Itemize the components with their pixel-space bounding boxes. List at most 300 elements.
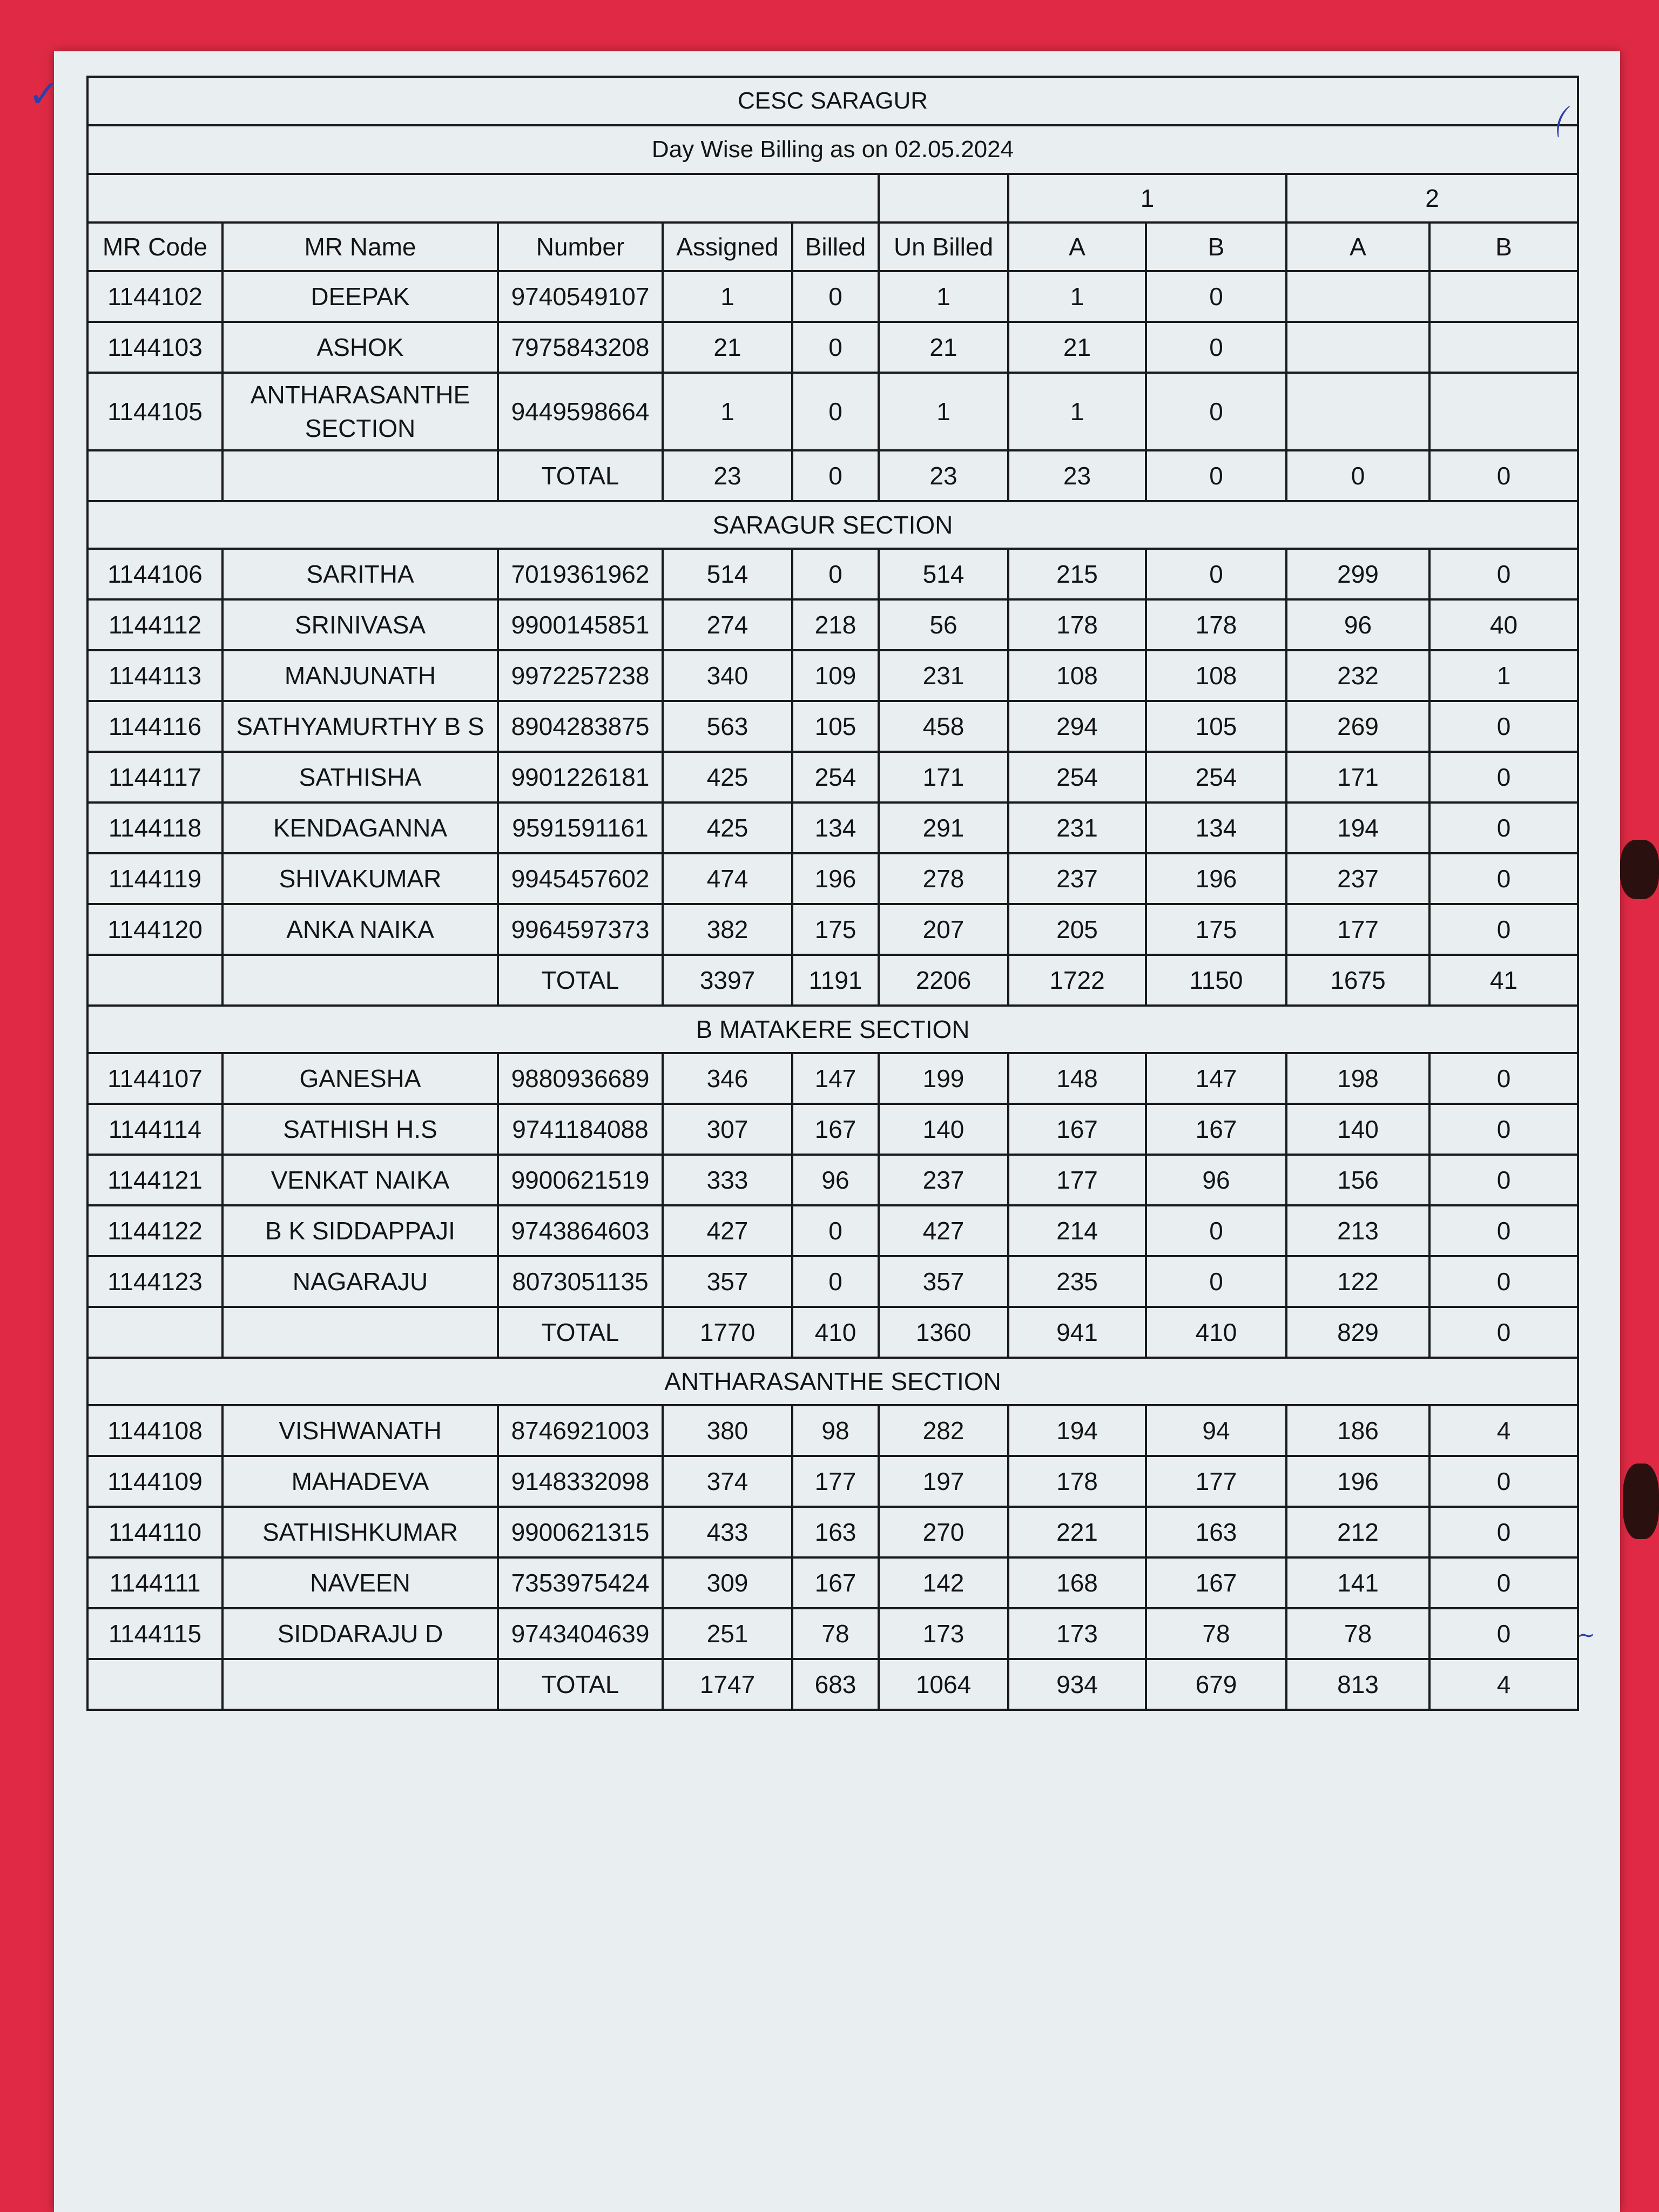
table-cell: 56 — [879, 599, 1008, 650]
total-label: TOTAL — [498, 1307, 663, 1358]
total-row — [87, 450, 1578, 501]
table-cell: 1144118 — [87, 802, 222, 853]
table-cell: 282 — [879, 1405, 1008, 1456]
table-cell: 8904283875 — [498, 701, 663, 752]
section-title: SARAGUR SECTION — [87, 501, 1578, 549]
table-cell: VENKAT NAIKA — [222, 1155, 498, 1205]
table-cell: DEEPAK — [222, 271, 498, 322]
section-header-row — [87, 1006, 1578, 1053]
table-cell: 171 — [879, 752, 1008, 802]
table-cell: 221 — [1008, 1507, 1146, 1557]
table-cell: 274 — [663, 599, 792, 650]
table-row — [87, 802, 1578, 853]
column-header-row — [87, 222, 1578, 271]
table-cell: 21 — [879, 322, 1008, 373]
table-cell: 9972257238 — [498, 650, 663, 701]
table-cell: 299 — [1286, 549, 1429, 599]
total-cell: 23 — [663, 450, 792, 501]
table-row — [87, 1205, 1578, 1256]
table-row — [87, 373, 1578, 450]
table-row — [87, 322, 1578, 373]
pen-mark: ~ — [1577, 1623, 1595, 1648]
table-cell: 96 — [792, 1155, 879, 1205]
total-cell: 2206 — [879, 955, 1008, 1006]
total-label: TOTAL — [498, 450, 663, 501]
table-cell: 163 — [1146, 1507, 1286, 1557]
table-cell: 1144122 — [87, 1205, 222, 1256]
table-row — [87, 701, 1578, 752]
table-cell: 0 — [1429, 802, 1578, 853]
table-cell: 78 — [1146, 1608, 1286, 1659]
table-cell: 105 — [1146, 701, 1286, 752]
table-cell: 178 — [1008, 1456, 1146, 1507]
table-cell: 0 — [792, 322, 879, 373]
table-cell: 1144115 — [87, 1608, 222, 1659]
table-row — [87, 752, 1578, 802]
table-cell: 1144109 — [87, 1456, 222, 1507]
table-cell: 235 — [1008, 1256, 1146, 1307]
table-cell: 122 — [1286, 1256, 1429, 1307]
table-cell: SATHYAMURTHY B S — [222, 701, 498, 752]
table-cell: 374 — [663, 1456, 792, 1507]
table-cell: 278 — [879, 853, 1008, 904]
total-cell: 23 — [879, 450, 1008, 501]
table-cell: 173 — [879, 1608, 1008, 1659]
total-cell — [87, 450, 222, 501]
table-cell: NAVEEN — [222, 1557, 498, 1608]
total-cell — [222, 1659, 498, 1710]
total-cell: 934 — [1008, 1659, 1146, 1710]
table-cell: 340 — [663, 650, 792, 701]
total-cell: 410 — [792, 1307, 879, 1358]
pen-mark: ✓ — [28, 72, 60, 116]
table-cell: 186 — [1286, 1405, 1429, 1456]
table-cell: 8746921003 — [498, 1405, 663, 1456]
section-title: ANTHARASANTHE SECTION — [87, 1358, 1578, 1405]
total-cell — [222, 955, 498, 1006]
total-cell: 0 — [1429, 1307, 1578, 1358]
section-title: B MATAKERE SECTION — [87, 1006, 1578, 1053]
table-cell: 9945457602 — [498, 853, 663, 904]
table-cell: 231 — [879, 650, 1008, 701]
table-cell: 177 — [1008, 1155, 1146, 1205]
table-cell: 0 — [1146, 271, 1286, 322]
total-cell: 1770 — [663, 1307, 792, 1358]
table-cell: 231 — [1008, 802, 1146, 853]
table-cell: 0 — [1429, 1608, 1578, 1659]
col-header: A — [1008, 222, 1146, 271]
table-cell: 134 — [1146, 802, 1286, 853]
table-cell: 198 — [1286, 1053, 1429, 1104]
table-cell: 307 — [663, 1104, 792, 1155]
total-cell: 1064 — [879, 1659, 1008, 1710]
table-cell: 1144112 — [87, 599, 222, 650]
table-cell: 215 — [1008, 549, 1146, 599]
total-cell: 829 — [1286, 1307, 1429, 1358]
table-cell: 0 — [1429, 1456, 1578, 1507]
table-cell: 1144123 — [87, 1256, 222, 1307]
table-cell: 1 — [663, 373, 792, 450]
table-row — [87, 904, 1578, 955]
table-cell: 474 — [663, 853, 792, 904]
table-cell: ANTHARASANTHE SECTION — [222, 373, 498, 450]
table-cell: 9743404639 — [498, 1608, 663, 1659]
table-cell: 254 — [1008, 752, 1146, 802]
table-row — [87, 1155, 1578, 1205]
table-cell: 0 — [792, 549, 879, 599]
table-cell: 357 — [663, 1256, 792, 1307]
table-cell: 108 — [1146, 650, 1286, 701]
col-header: Number — [498, 222, 663, 271]
table-cell: 1144106 — [87, 549, 222, 599]
col-header: B — [1146, 222, 1286, 271]
table-cell: 346 — [663, 1053, 792, 1104]
table-cell: 175 — [1146, 904, 1286, 955]
table-cell: 167 — [1008, 1104, 1146, 1155]
table-cell: GANESHA — [222, 1053, 498, 1104]
total-cell — [87, 1307, 222, 1358]
table-cell: B K SIDDAPPAJI — [222, 1205, 498, 1256]
table-cell: 9900145851 — [498, 599, 663, 650]
table-cell: 237 — [1286, 853, 1429, 904]
total-cell: 1747 — [663, 1659, 792, 1710]
table-cell: 1 — [1008, 271, 1146, 322]
table-cell: 1144113 — [87, 650, 222, 701]
table-cell: 141 — [1286, 1557, 1429, 1608]
table-cell: 269 — [1286, 701, 1429, 752]
table-cell: ANKA NAIKA — [222, 904, 498, 955]
total-cell: 23 — [1008, 450, 1146, 501]
table-cell: 237 — [879, 1155, 1008, 1205]
table-cell: 1144120 — [87, 904, 222, 955]
col-header: A — [1286, 222, 1429, 271]
table-cell: 140 — [879, 1104, 1008, 1155]
total-label: TOTAL — [498, 955, 663, 1006]
group-label-1: 1 — [1008, 174, 1286, 222]
col-header: Assigned — [663, 222, 792, 271]
table-cell: 0 — [792, 1256, 879, 1307]
total-cell: 3397 — [663, 955, 792, 1006]
total-cell: 683 — [792, 1659, 879, 1710]
table-cell: 232 — [1286, 650, 1429, 701]
table-cell: 270 — [879, 1507, 1008, 1557]
table-cell: 177 — [1146, 1456, 1286, 1507]
table-cell: 163 — [792, 1507, 879, 1557]
total-cell — [222, 450, 498, 501]
col-header: B — [1429, 222, 1578, 271]
table-cell: 108 — [1008, 650, 1146, 701]
table-cell: 1144103 — [87, 322, 222, 373]
binder-hole — [1620, 840, 1659, 899]
table-cell: 0 — [1146, 1205, 1286, 1256]
table-cell: 196 — [1146, 853, 1286, 904]
table-cell: 1144108 — [87, 1405, 222, 1456]
total-label: TOTAL — [498, 1659, 663, 1710]
table-cell: 427 — [663, 1205, 792, 1256]
table-cell: 425 — [663, 752, 792, 802]
total-cell — [222, 1307, 498, 1358]
table-cell: MANJUNATH — [222, 650, 498, 701]
table-cell: 196 — [1286, 1456, 1429, 1507]
table-cell: 514 — [663, 549, 792, 599]
table-cell: 458 — [879, 701, 1008, 752]
table-cell: 1144117 — [87, 752, 222, 802]
table-cell: 140 — [1286, 1104, 1429, 1155]
group-label-2: 2 — [1286, 174, 1578, 222]
table-cell: 94 — [1146, 1405, 1286, 1456]
paper-sheet — [28, 51, 1620, 2212]
table-cell: 1 — [1429, 650, 1578, 701]
table-cell: SRINIVASA — [222, 599, 498, 650]
table-cell: 194 — [1008, 1405, 1146, 1456]
total-cell: 1191 — [792, 955, 879, 1006]
total-cell: 41 — [1429, 955, 1578, 1006]
table-cell: 213 — [1286, 1205, 1429, 1256]
table-cell: 1144110 — [87, 1507, 222, 1557]
table-cell: 9591591161 — [498, 802, 663, 853]
total-cell: 0 — [1146, 450, 1286, 501]
col-header: Un Billed — [879, 222, 1008, 271]
table-cell: 96 — [1146, 1155, 1286, 1205]
section-header-row — [87, 1358, 1578, 1405]
table-cell: 1144107 — [87, 1053, 222, 1104]
table-cell: 148 — [1008, 1053, 1146, 1104]
table-cell: 177 — [792, 1456, 879, 1507]
table-cell: 214 — [1008, 1205, 1146, 1256]
table-cell: 147 — [1146, 1053, 1286, 1104]
table-cell: 1 — [879, 271, 1008, 322]
table-cell: SIDDARAJU D — [222, 1608, 498, 1659]
total-cell: 1150 — [1146, 955, 1286, 1006]
table-cell — [1286, 271, 1429, 322]
table-cell: 433 — [663, 1507, 792, 1557]
table-cell: 0 — [1146, 1256, 1286, 1307]
table-cell: 237 — [1008, 853, 1146, 904]
table-cell: 0 — [1429, 1507, 1578, 1557]
table-cell: 251 — [663, 1608, 792, 1659]
table-cell: 9964597373 — [498, 904, 663, 955]
total-cell: 0 — [792, 450, 879, 501]
table-cell: 168 — [1008, 1557, 1146, 1608]
table-cell: 0 — [1429, 853, 1578, 904]
table-cell: 563 — [663, 701, 792, 752]
total-cell: 410 — [1146, 1307, 1286, 1358]
total-cell: 813 — [1286, 1659, 1429, 1710]
table-cell: 167 — [792, 1557, 879, 1608]
total-cell: 4 — [1429, 1659, 1578, 1710]
table-row — [87, 1405, 1578, 1456]
table-cell: 357 — [879, 1256, 1008, 1307]
table-cell: 9900621315 — [498, 1507, 663, 1557]
billing-table — [86, 76, 1579, 1711]
table-cell: 40 — [1429, 599, 1578, 650]
table-cell: 197 — [879, 1456, 1008, 1507]
table-cell: 1144116 — [87, 701, 222, 752]
table-cell: 21 — [663, 322, 792, 373]
table-cell: 427 — [879, 1205, 1008, 1256]
table-cell — [1286, 373, 1429, 450]
binder-hole — [1623, 1464, 1659, 1539]
table-cell: 207 — [879, 904, 1008, 955]
table-cell: KENDAGANNA — [222, 802, 498, 853]
total-cell: 1360 — [879, 1307, 1008, 1358]
table-cell: 167 — [1146, 1557, 1286, 1608]
table-cell: 7019361962 — [498, 549, 663, 599]
table-cell: 167 — [1146, 1104, 1286, 1155]
table-cell: 0 — [792, 1205, 879, 1256]
table-cell: 142 — [879, 1557, 1008, 1608]
table-row — [87, 599, 1578, 650]
table-cell: 0 — [1429, 1104, 1578, 1155]
total-cell — [87, 1659, 222, 1710]
table-row — [87, 853, 1578, 904]
table-cell: 173 — [1008, 1608, 1146, 1659]
table-cell: 167 — [792, 1104, 879, 1155]
table-cell: 294 — [1008, 701, 1146, 752]
table-cell: 254 — [792, 752, 879, 802]
table-cell: 1 — [879, 373, 1008, 450]
table-cell: 0 — [1429, 1205, 1578, 1256]
table-cell: 0 — [1429, 1053, 1578, 1104]
table-cell: 212 — [1286, 1507, 1429, 1557]
table-cell: SATHISHA — [222, 752, 498, 802]
pen-initials: ⌒ — [1550, 103, 1601, 149]
sheet-title: CESC SARAGUR — [87, 77, 1578, 125]
table-cell: 0 — [1146, 549, 1286, 599]
table-cell: 380 — [663, 1405, 792, 1456]
table-cell: 0 — [1429, 1557, 1578, 1608]
table-cell: 9449598664 — [498, 373, 663, 450]
table-cell: 9743864603 — [498, 1205, 663, 1256]
table-cell: ASHOK — [222, 322, 498, 373]
table-cell: 1 — [1008, 373, 1146, 450]
table-cell: 1144114 — [87, 1104, 222, 1155]
table-cell: 205 — [1008, 904, 1146, 955]
table-cell: MAHADEVA — [222, 1456, 498, 1507]
table-cell: 0 — [1146, 373, 1286, 450]
table-cell: 218 — [792, 599, 879, 650]
table-cell: 309 — [663, 1557, 792, 1608]
table-row — [87, 1608, 1578, 1659]
table-row — [87, 1456, 1578, 1507]
table-cell: 8073051135 — [498, 1256, 663, 1307]
col-header: MR Name — [222, 222, 498, 271]
table-cell: SATHISHKUMAR — [222, 1507, 498, 1557]
table-cell: 9740549107 — [498, 271, 663, 322]
table-cell: 96 — [1286, 599, 1429, 650]
table-cell — [1429, 322, 1578, 373]
table-cell: 0 — [1429, 1155, 1578, 1205]
table-cell: 1144119 — [87, 853, 222, 904]
total-row — [87, 1659, 1578, 1710]
table-row — [87, 1104, 1578, 1155]
table-cell: 175 — [792, 904, 879, 955]
table-cell: 1144121 — [87, 1155, 222, 1205]
table-cell: SHIVAKUMAR — [222, 853, 498, 904]
table-cell: 196 — [792, 853, 879, 904]
table-cell: 0 — [792, 373, 879, 450]
table-row — [87, 1256, 1578, 1307]
table-cell: 7975843208 — [498, 322, 663, 373]
table-cell: 291 — [879, 802, 1008, 853]
table-cell: 382 — [663, 904, 792, 955]
table-cell: 0 — [1429, 701, 1578, 752]
total-row — [87, 955, 1578, 1006]
table-cell: 0 — [1429, 752, 1578, 802]
table-cell: 98 — [792, 1405, 879, 1456]
table-cell: 9901226181 — [498, 752, 663, 802]
table-cell: 199 — [879, 1053, 1008, 1104]
table-cell: 1144111 — [87, 1557, 222, 1608]
table-cell: 7353975424 — [498, 1557, 663, 1608]
table-cell: 147 — [792, 1053, 879, 1104]
table-cell: 1144105 — [87, 373, 222, 450]
table-cell: 333 — [663, 1155, 792, 1205]
section-header-row — [87, 501, 1578, 549]
table-cell: SARITHA — [222, 549, 498, 599]
table-row — [87, 1053, 1578, 1104]
table-cell: 105 — [792, 701, 879, 752]
total-row — [87, 1307, 1578, 1358]
table-row — [87, 650, 1578, 701]
table-cell: 78 — [1286, 1608, 1429, 1659]
table-cell: 21 — [1008, 322, 1146, 373]
table-cell — [1429, 271, 1578, 322]
table-cell: 1144102 — [87, 271, 222, 322]
table-cell: VISHWANATH — [222, 1405, 498, 1456]
table-cell: 0 — [1429, 549, 1578, 599]
sheet-subtitle: Day Wise Billing as on 02.05.2024 — [87, 125, 1578, 174]
table-cell: 0 — [1146, 322, 1286, 373]
table-cell: 9900621519 — [498, 1155, 663, 1205]
table-cell: 178 — [1146, 599, 1286, 650]
table-cell: NAGARAJU — [222, 1256, 498, 1307]
table-cell: 9148332098 — [498, 1456, 663, 1507]
table-cell: 156 — [1286, 1155, 1429, 1205]
col-header: MR Code — [87, 222, 222, 271]
table-cell: 194 — [1286, 802, 1429, 853]
total-cell: 679 — [1146, 1659, 1286, 1710]
table-row — [87, 1507, 1578, 1557]
table-cell: 9880936689 — [498, 1053, 663, 1104]
table-cell: 425 — [663, 802, 792, 853]
group-spacer — [879, 174, 1008, 222]
table-cell: 171 — [1286, 752, 1429, 802]
table-cell: 134 — [792, 802, 879, 853]
table-cell: 0 — [792, 271, 879, 322]
table-cell: 0 — [1429, 904, 1578, 955]
total-cell — [87, 955, 222, 1006]
table-cell: 9741184088 — [498, 1104, 663, 1155]
table-cell: 178 — [1008, 599, 1146, 650]
total-cell: 0 — [1429, 450, 1578, 501]
table-cell: 177 — [1286, 904, 1429, 955]
table-cell — [1286, 322, 1429, 373]
table-cell: 514 — [879, 549, 1008, 599]
total-cell: 1675 — [1286, 955, 1429, 1006]
table-cell: 78 — [792, 1608, 879, 1659]
table-cell: 4 — [1429, 1405, 1578, 1456]
total-cell: 1722 — [1008, 955, 1146, 1006]
table-cell: 109 — [792, 650, 879, 701]
table-row — [87, 549, 1578, 599]
total-cell: 0 — [1286, 450, 1429, 501]
table-row — [87, 1557, 1578, 1608]
total-cell: 941 — [1008, 1307, 1146, 1358]
table-cell — [1429, 373, 1578, 450]
table-row — [87, 271, 1578, 322]
col-header: Billed — [792, 222, 879, 271]
